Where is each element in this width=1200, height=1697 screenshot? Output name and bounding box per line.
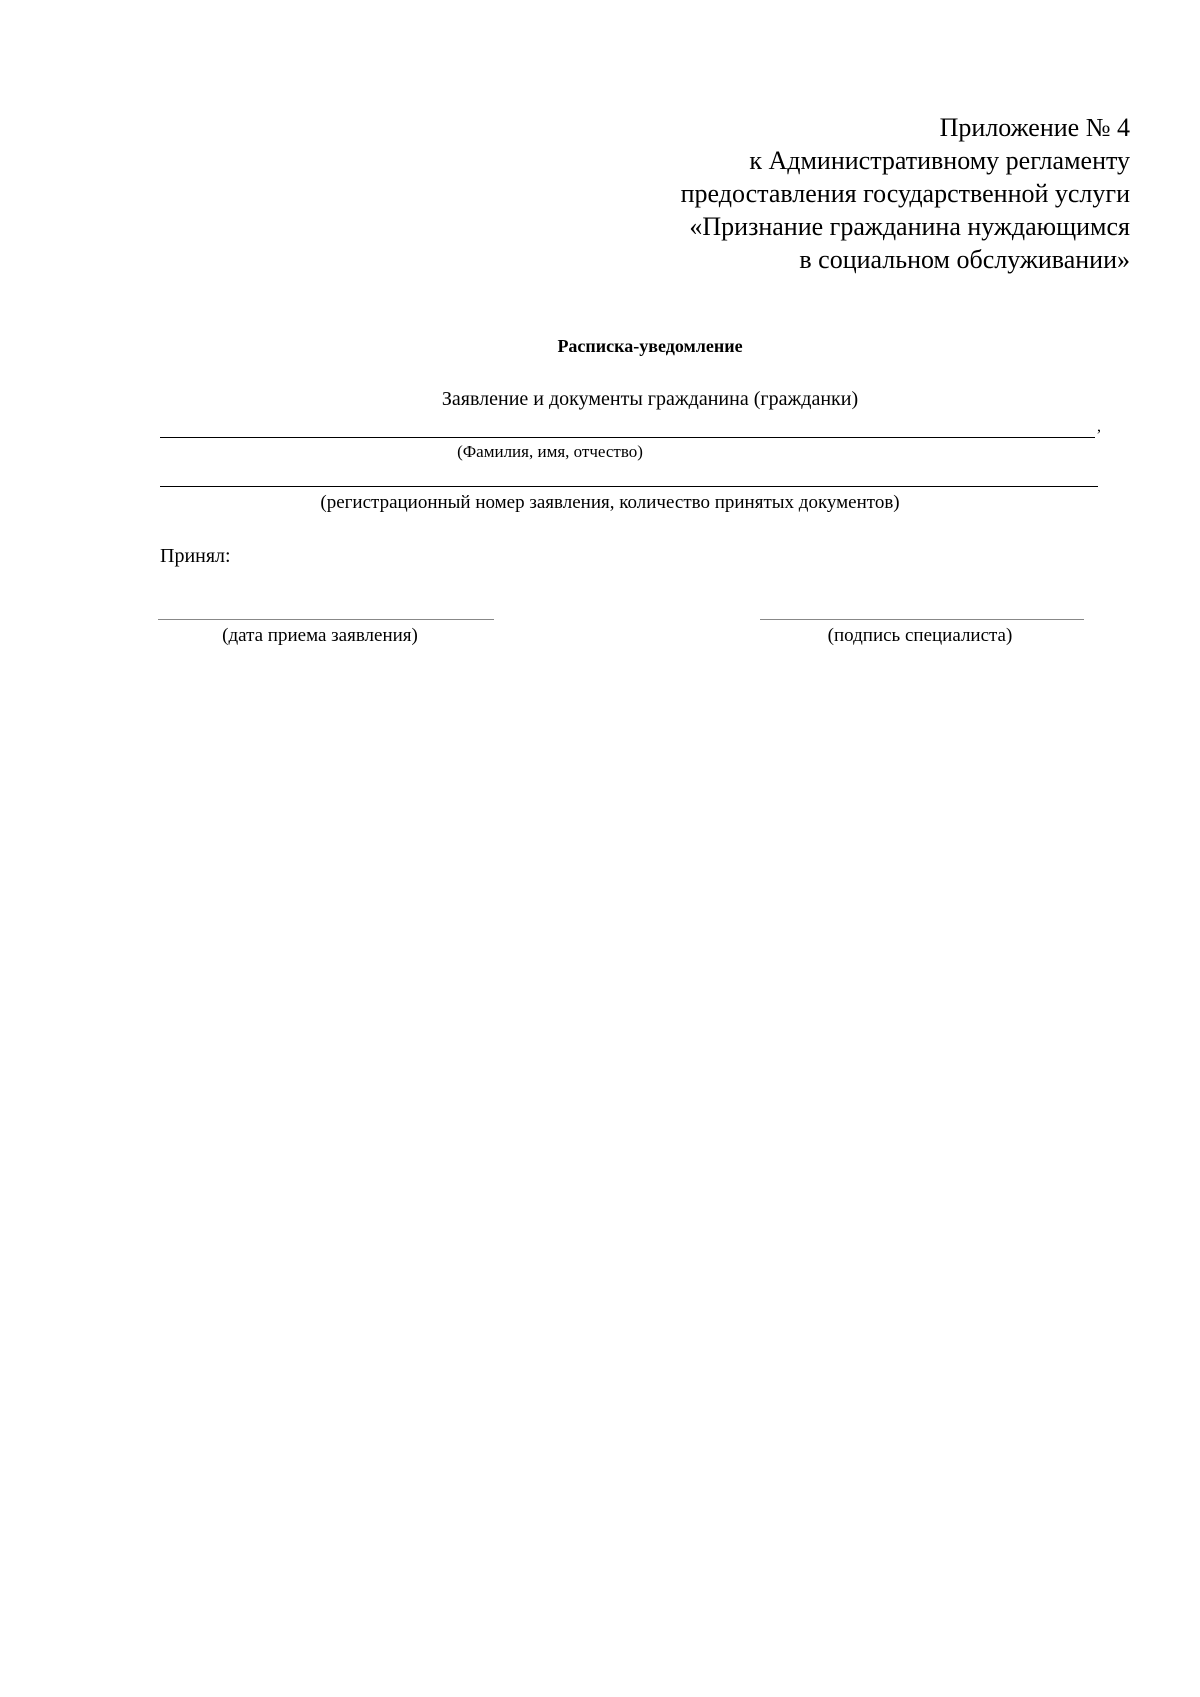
appendix-service: предоставления государственной услуги bbox=[680, 179, 1130, 208]
appendix-header bbox=[430, 111, 1130, 276]
fio-comma: , bbox=[1097, 418, 1101, 435]
fio-caption: (Фамилия, имя, отчество) bbox=[457, 442, 643, 461]
registration-line bbox=[160, 486, 1098, 487]
registration-caption: (регистрационный номер заявления, количество принятых документов) bbox=[320, 492, 900, 513]
appendix-regulation: к Административному регламенту bbox=[749, 146, 1130, 175]
date-caption: (дата приема заявления) bbox=[222, 625, 418, 646]
intro-text: Заявление и документы гражданина (гражданки) bbox=[441, 388, 859, 410]
fio-line bbox=[160, 437, 1095, 438]
signature-line bbox=[760, 619, 1084, 620]
document-title: Расписка-уведомление bbox=[557, 336, 743, 356]
accepted-label: Принял: bbox=[160, 545, 231, 567]
signature-caption: (подпись специалиста) bbox=[827, 625, 1013, 646]
appendix-service-name: «Признание гражданина нуждающимся bbox=[689, 212, 1130, 241]
date-line bbox=[158, 619, 494, 620]
appendix-service-name-cont: в социальном обслуживании» bbox=[799, 245, 1130, 274]
appendix-number: Приложение № 4 bbox=[939, 113, 1130, 142]
